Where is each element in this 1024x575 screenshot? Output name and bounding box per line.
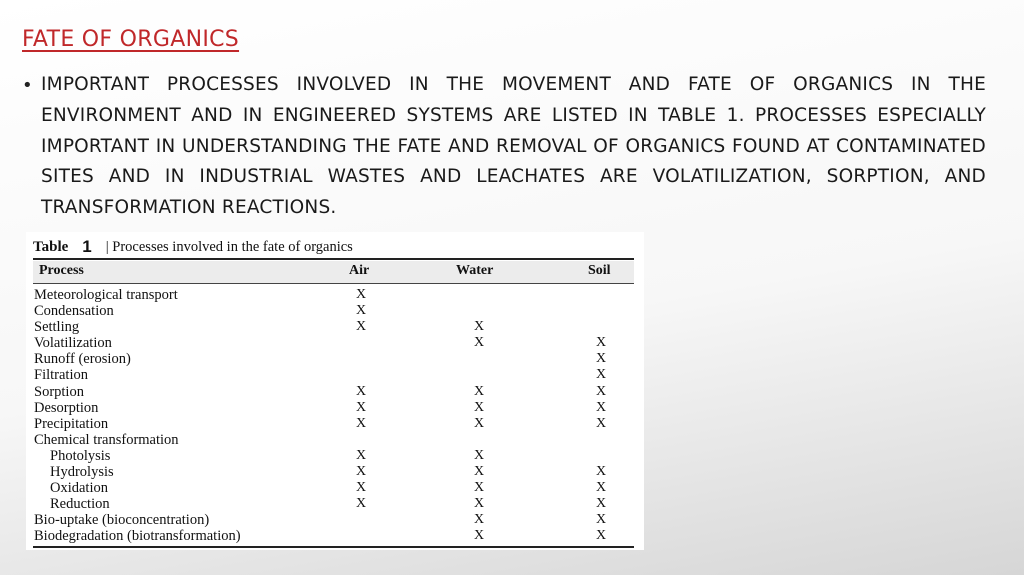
process-name: Precipitation [34, 415, 109, 432]
air-mark: X [355, 415, 367, 431]
process-name: Biodegradation (biotransformation) [34, 528, 241, 545]
table-bottom-rule [33, 546, 634, 548]
process-name: Photolysis [50, 447, 111, 464]
process-name: Filtration [34, 367, 88, 384]
bullet-marker-icon: • [22, 75, 33, 96]
process-name: Volatilization [34, 335, 112, 352]
process-name: Meteorological transport [34, 287, 178, 303]
water-mark: X [473, 447, 485, 463]
table-row [33, 528, 634, 544]
process-name: Runoff (erosion) [34, 351, 131, 368]
caption-text: | Processes involved in the fate of organics [105, 238, 353, 255]
water-mark: X [473, 319, 485, 335]
soil-mark: X [595, 528, 607, 544]
process-name: Oxidation [50, 480, 108, 497]
table-top-rule [33, 258, 634, 260]
process-name: Bio-uptake (bioconcentration) [34, 512, 210, 529]
process-name: Sorption [34, 383, 84, 400]
caption-number: 1 [82, 237, 92, 256]
process-name: Condensation [34, 303, 114, 320]
air-mark: X [355, 287, 367, 302]
water-mark: X [473, 464, 485, 480]
table-row [33, 351, 634, 367]
soil-mark: X [595, 512, 607, 528]
table-row [33, 319, 634, 335]
soil-mark: X [595, 383, 607, 399]
water-mark: X [473, 399, 485, 415]
water-mark: X [473, 528, 485, 544]
water-mark: X [473, 335, 485, 351]
bullet-item [22, 70, 986, 224]
soil-mark: X [595, 351, 607, 367]
soil-mark: X [595, 367, 607, 383]
soil-mark: X [595, 464, 607, 480]
air-mark: X [355, 496, 367, 512]
process-name: Reduction [50, 496, 110, 513]
air-mark: X [355, 303, 367, 319]
water-mark: X [473, 383, 485, 399]
table-figure [26, 232, 644, 550]
process-name: Settling [34, 319, 80, 336]
process-name: Hydrolysis [50, 464, 114, 481]
table-row [33, 335, 634, 351]
air-mark: X [355, 399, 367, 415]
table-row [33, 448, 634, 464]
table-row [33, 384, 634, 400]
table-row [33, 367, 634, 383]
air-mark: X [355, 383, 367, 399]
slide-title: FATE OF ORGANICS [22, 27, 240, 52]
table-row [33, 464, 634, 480]
header-water: Water [456, 263, 494, 278]
header-soil: Soil [588, 263, 611, 278]
air-mark: X [355, 464, 367, 480]
water-mark: X [473, 496, 485, 512]
water-mark: X [473, 512, 485, 528]
caption-label: Table [33, 238, 69, 255]
soil-mark: X [595, 399, 607, 415]
table-row [33, 432, 634, 448]
table-body [33, 287, 634, 545]
process-name: Chemical transformation [34, 431, 179, 448]
header-air: Air [349, 263, 370, 278]
table-header [33, 261, 634, 284]
table-caption [33, 235, 636, 259]
air-mark: X [355, 447, 367, 463]
soil-mark: X [595, 415, 607, 431]
water-mark: X [473, 480, 485, 496]
process-name: Desorption [34, 399, 99, 416]
soil-mark: X [595, 335, 607, 351]
table-row [33, 416, 634, 432]
bullet-text: IMPORTANT PROCESSES INVOLVED IN THE MOVEMENT AND FATE OF ORGANICS IN THE ENVIRONMENT AND IN ENGINEERED SYSTEMS ARE LISTED IN TABLE 1. PROCESSES ESPECIALLY IMPORTANT IN UNDERSTANDING THE FATE AND REMOVAL OF ORGANICS FOUND AT CONTAMINATED SITES AND IN INDUSTRIAL WASTES AND LEACHATES ARE VOLATILIZATION, SORPTION, AND TRANSFORMATION REACTIONS. [41, 74, 986, 219]
table-row [33, 287, 634, 303]
table-row [33, 400, 634, 416]
air-mark: X [355, 480, 367, 496]
soil-mark: X [595, 496, 607, 512]
water-mark: X [473, 415, 485, 431]
table-row [33, 303, 634, 319]
air-mark: X [355, 319, 367, 335]
table-row [33, 496, 634, 512]
header-process: Process [39, 263, 84, 278]
table-row [33, 480, 634, 496]
soil-mark: X [595, 480, 607, 496]
table-row [33, 512, 634, 528]
